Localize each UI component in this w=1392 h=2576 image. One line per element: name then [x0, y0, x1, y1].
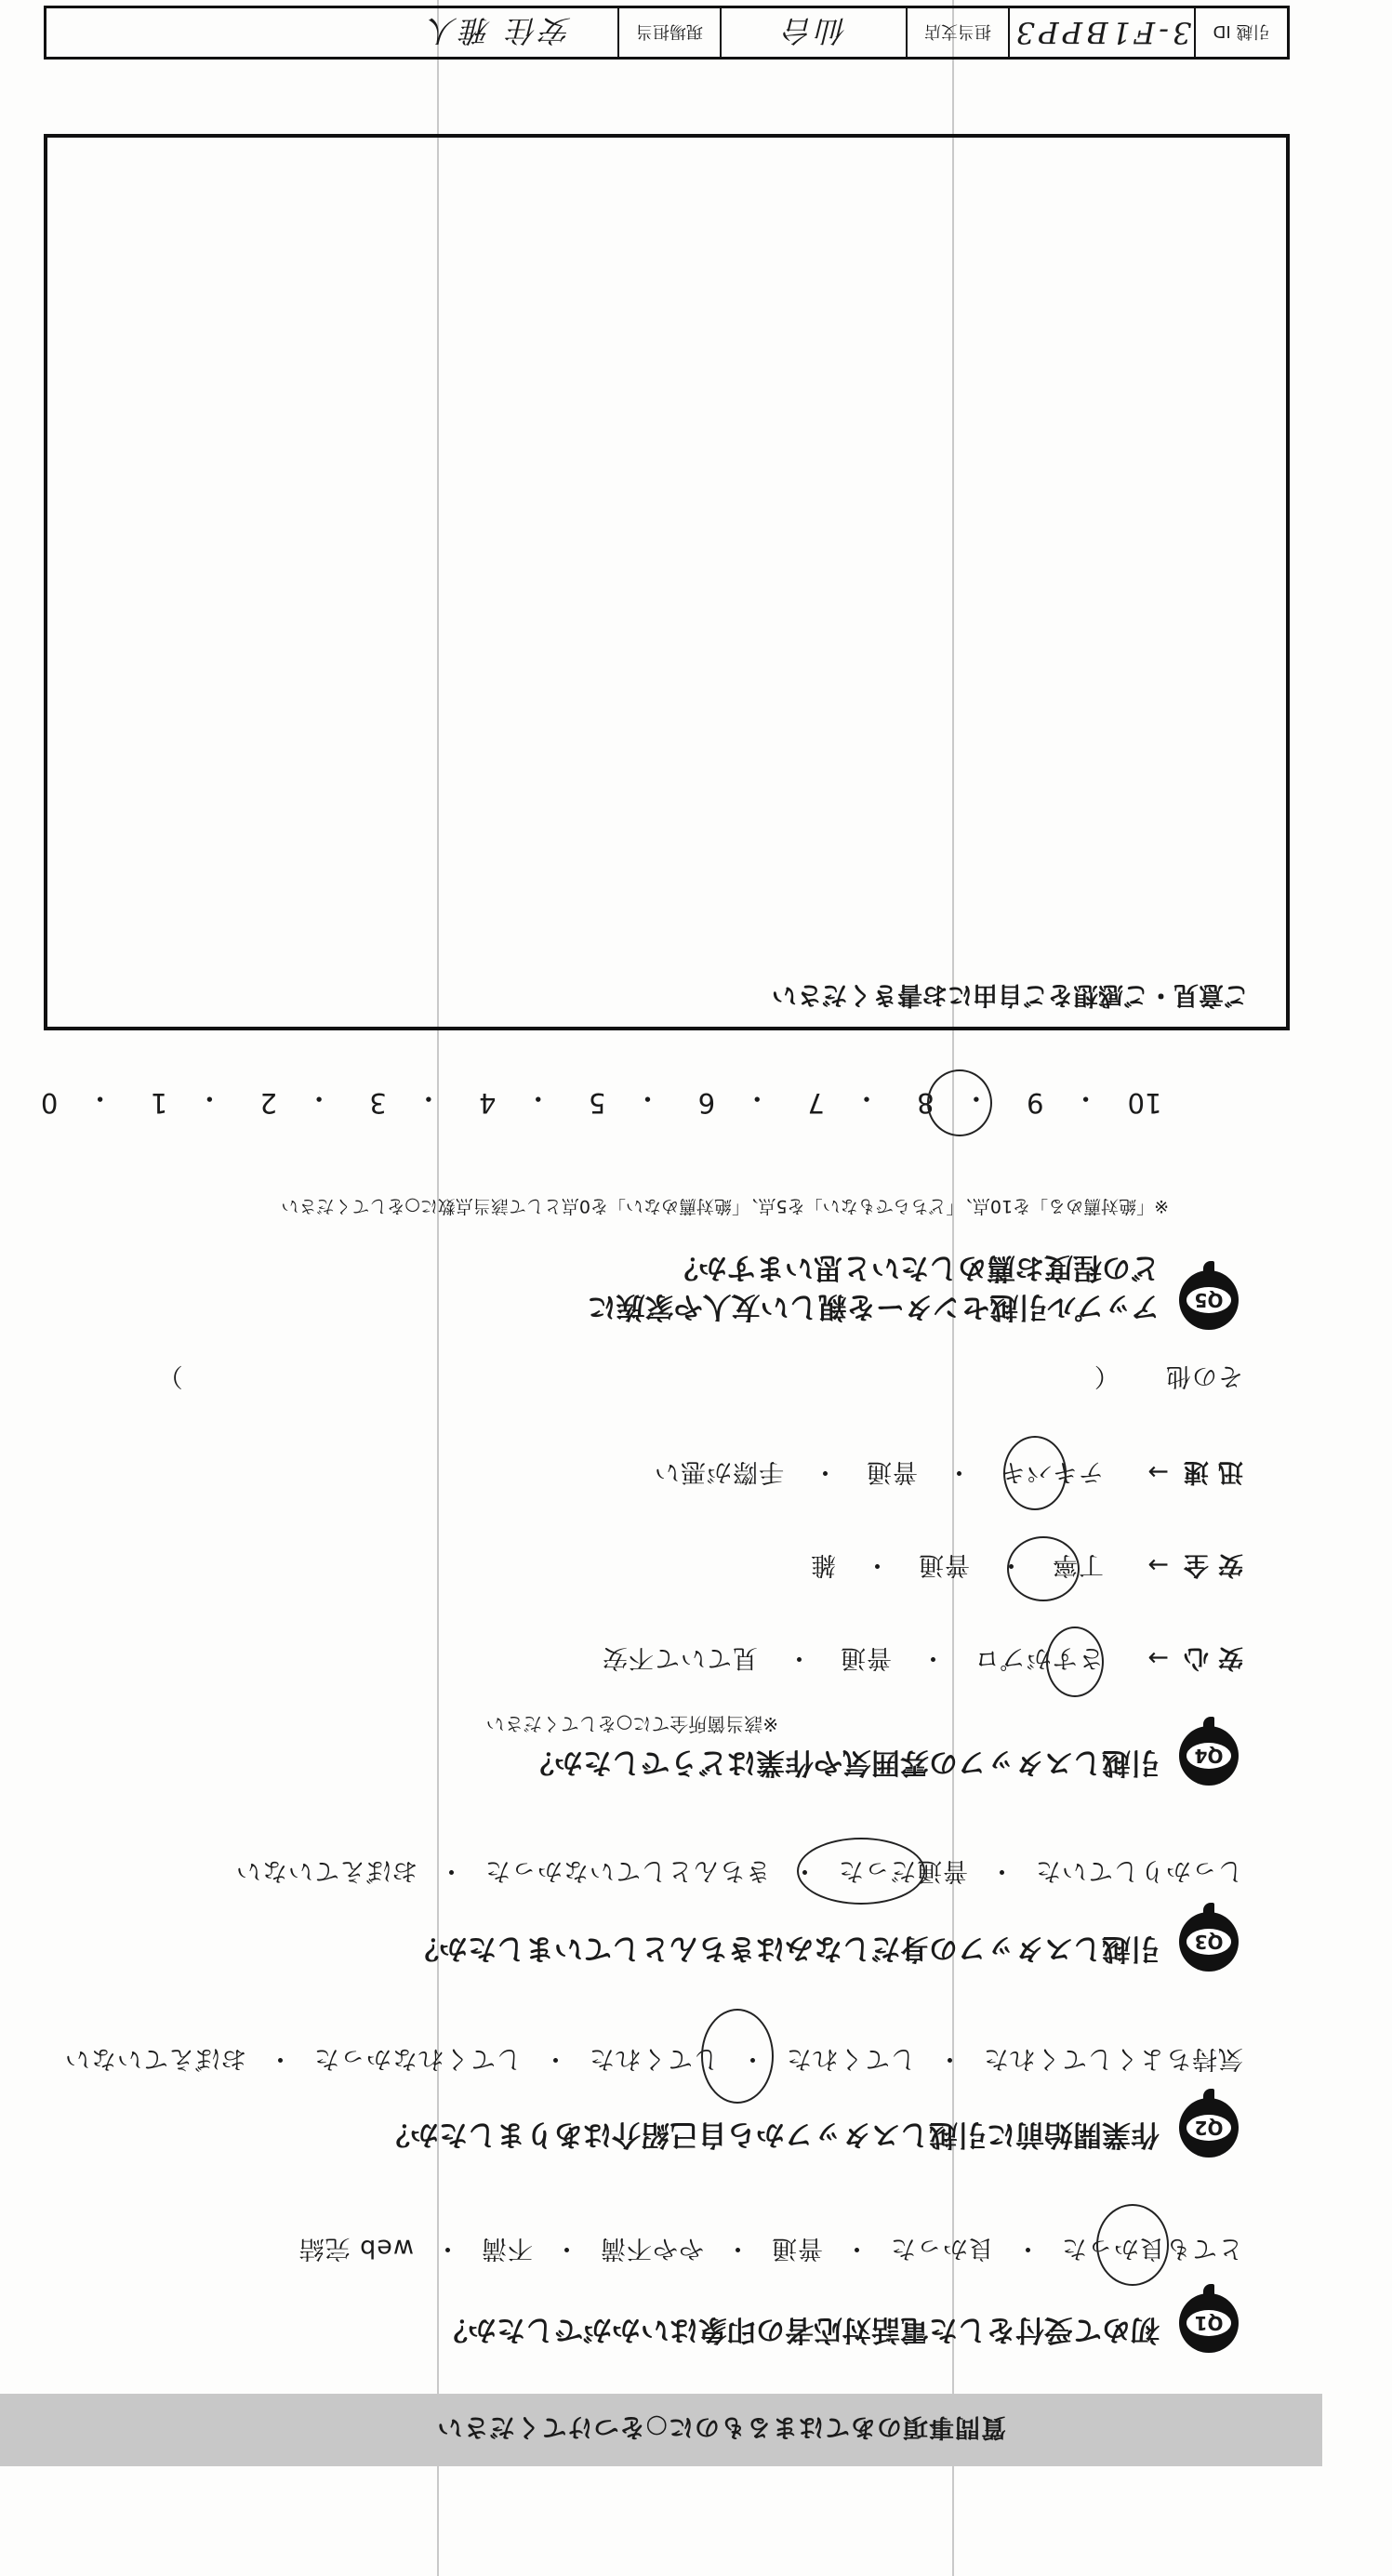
rating-option[interactable]: 6 — [697, 1087, 716, 1119]
rating-option[interactable]: 8 — [917, 1087, 935, 1119]
q4-option[interactable]: 普通 — [918, 1550, 970, 1579]
leader-label: 現場担当 — [617, 8, 720, 57]
q4-note: ※該当箇所全てに○をしてください — [485, 1713, 778, 1735]
arrow-icon: → — [1147, 1643, 1169, 1672]
id-label: 引越 ID — [1194, 8, 1287, 57]
rating-option[interactable]: 7 — [807, 1087, 825, 1119]
q4-option[interactable]: 普通 — [840, 1643, 892, 1672]
q4-row-anshin[interactable]: 安心→さすがプロ・普通・見ていて不安 — [602, 1643, 1243, 1672]
q4-row-anzen[interactable]: 安全→丁寧・普通・雑 — [810, 1550, 1243, 1579]
rating-option[interactable]: 0 — [40, 1087, 59, 1119]
instruction-text: 質問事項のあてはまるものに○をつけてください — [436, 2412, 1006, 2442]
comment-box-title: ご意見・ご感想をご自由にお書きください — [772, 980, 1249, 1009]
q2-option[interactable]: してくれた — [786, 2044, 916, 2073]
q4-other-label: その他 — [1165, 1361, 1243, 1390]
q1-option[interactable]: web 完結 — [298, 2234, 414, 2263]
q5-rating-scale[interactable]: 10 ・ 9 ・ 8 ・ 7 ・ 6 ・ 5 ・ 4 ・ 3 ・ 2 ・ 1 ・ 0 — [25, 1081, 1169, 1119]
q3-option[interactable]: おぼえていない — [235, 1856, 418, 1885]
q4-option[interactable]: さすがプロ — [974, 1643, 1104, 1672]
rating-option[interactable]: 9 — [1027, 1087, 1044, 1119]
q4-option[interactable]: 手際が悪い — [654, 1457, 784, 1486]
q4-text: 引越しスタッフの雰囲気や作業はどうでしたか？ — [525, 1746, 1160, 1779]
q4-option[interactable]: 見ていて不安 — [602, 1643, 758, 1672]
q5-badge-icon: Q5 — [1179, 1270, 1239, 1330]
rating-option[interactable]: 5 — [588, 1087, 606, 1119]
q1-option[interactable]: 不満 — [481, 2234, 533, 2263]
q3-option[interactable]: きちんとしていなかった — [484, 1856, 771, 1885]
q3-text: 引越しスタッフの身だしなみはきちんとしていましたか？ — [410, 1932, 1160, 1965]
comment-box[interactable] — [44, 134, 1290, 1030]
branch-value: 仙台 — [720, 8, 906, 57]
q2-badge-icon: Q2 — [1179, 2098, 1239, 2158]
q4-option[interactable]: テキパキ — [1000, 1457, 1104, 1486]
branch-label: 担当支店 — [906, 8, 1008, 57]
q3-options[interactable]: しっかりしていた・普通だった・きちんとしていなかった・おぼえていない — [235, 1856, 1243, 1885]
q2-text: 作業開始前に引越しスタッフから自己紹介はありましたか？ — [381, 2118, 1160, 2151]
arrow-icon: → — [1147, 1550, 1169, 1579]
q5-text: アップル引越センターを親しい友人や家族に どの程度お薦めしたいと思いますか？ — [587, 1251, 1160, 1323]
q1-option[interactable]: 普通 — [771, 2234, 823, 2263]
q1-badge-icon: Q1 — [1179, 2293, 1239, 2353]
q4-option[interactable]: 雑 — [810, 1550, 836, 1579]
leader-value: 安住 雅人 — [423, 13, 571, 48]
q4-badge-icon: Q4 — [1179, 1726, 1239, 1786]
q2-option[interactable]: 気持ちよくしてくれた — [983, 2044, 1243, 2073]
rating-option[interactable]: 10 — [1127, 1087, 1162, 1119]
rating-option[interactable]: 2 — [259, 1087, 277, 1119]
rating-option[interactable]: 1 — [150, 1087, 168, 1119]
q4-option[interactable]: 丁寧 — [1052, 1550, 1104, 1579]
q3-badge-icon: Q3 — [1179, 1912, 1239, 1972]
q1-text: 初めて受付をした電話対応者の印象はいかがでしたか？ — [439, 2313, 1160, 2346]
q4-option[interactable]: 普通 — [866, 1457, 918, 1486]
q2-option[interactable]: してくれなかった — [313, 2044, 522, 2073]
q2-option[interactable]: してくれた — [589, 2044, 719, 2073]
q3-option[interactable]: しっかりしていた — [1035, 1856, 1243, 1885]
instruction-banner — [0, 2394, 1322, 2466]
q1-option[interactable]: とても良かった — [1061, 2234, 1243, 2263]
id-value: 3-F1BPP3 — [1008, 8, 1194, 57]
arrow-icon: → — [1147, 1457, 1169, 1486]
q1-option[interactable]: 良かった — [890, 2234, 994, 2263]
q2-option[interactable]: おぼえていない — [64, 2044, 246, 2073]
q3-option[interactable]: 普通だった — [838, 1856, 968, 1885]
rating-option[interactable]: 3 — [369, 1087, 387, 1119]
q4-other[interactable]: その他 （ ） — [156, 1361, 1243, 1390]
q1-options[interactable]: とても良かった・良かった・普通・やや不満・不満・web 完結 — [298, 2234, 1243, 2263]
rating-option[interactable]: 4 — [479, 1087, 497, 1119]
footer-table — [44, 6, 1290, 60]
q2-options[interactable]: 気持ちよくしてくれた・してくれた・してくれた・してくれなかった・おぼえていない — [64, 2044, 1243, 2073]
q4-row-jinsoku[interactable]: 迅速→テキパキ・普通・手際が悪い — [654, 1457, 1243, 1486]
q5-note: ※「絶対薦める」を10点、「どちらでもない」を5点、「絶対薦めない」を0点として該当点数に○をしてください — [281, 1196, 1169, 1216]
q1-option[interactable]: やや不満 — [600, 2234, 704, 2263]
